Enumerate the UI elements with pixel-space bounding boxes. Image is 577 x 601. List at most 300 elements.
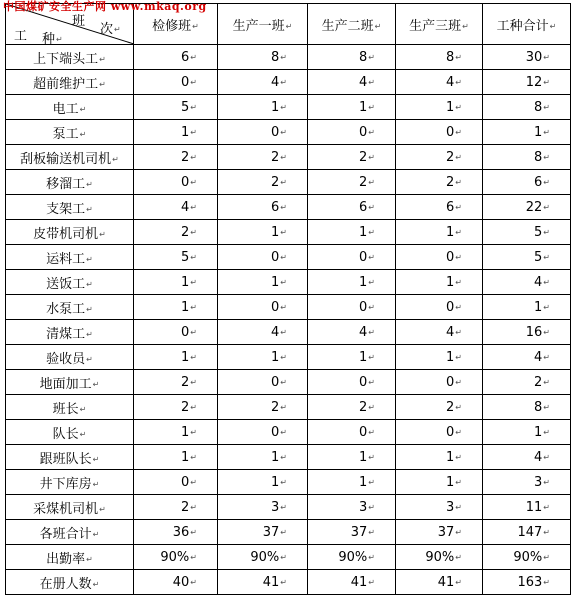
- value-cell: [308, 445, 396, 470]
- cell-value: 2 ↵: [534, 375, 550, 390]
- cell-value: 3 ↵: [359, 500, 375, 515]
- cell-value: 1 ↵: [359, 475, 375, 490]
- cell-value: 16 ↵: [526, 325, 550, 340]
- cell-value: 1 ↵: [534, 425, 550, 440]
- column-header: [483, 4, 571, 45]
- cell-value: 1 ↵: [271, 100, 287, 115]
- cell-value: 1 ↵: [181, 300, 197, 315]
- row-label-cell: [6, 70, 134, 95]
- cell-value: 3 ↵: [271, 500, 287, 515]
- value-cell: [483, 570, 571, 595]
- value-cell: [134, 445, 218, 470]
- cell-value: 5 ↵: [181, 100, 197, 115]
- value-cell: [134, 520, 218, 545]
- cell-value: 1 ↵: [271, 350, 287, 365]
- cell-value: 2 ↵: [181, 400, 197, 415]
- value-cell: [134, 570, 218, 595]
- cell-value: 1 ↵: [534, 125, 550, 140]
- value-cell: [218, 545, 308, 570]
- row-label-cell: [6, 295, 134, 320]
- value-cell: [218, 345, 308, 370]
- cell-value: 6 ↵: [271, 200, 287, 215]
- value-cell: [308, 545, 396, 570]
- value-cell: [218, 295, 308, 320]
- cell-value: 0 ↵: [181, 175, 197, 190]
- row-label-cell: [6, 170, 134, 195]
- cell-value: 8 ↵: [359, 50, 375, 65]
- value-cell: [134, 470, 218, 495]
- row-label-cell: [6, 120, 134, 145]
- row-label-cell: [6, 345, 134, 370]
- row-label-cell: [6, 195, 134, 220]
- table-row: [6, 570, 571, 595]
- value-cell: [218, 195, 308, 220]
- cell-value: 5 ↵: [181, 250, 197, 265]
- value-cell: [396, 570, 483, 595]
- value-cell: [483, 170, 571, 195]
- value-cell: [308, 320, 396, 345]
- value-cell: [483, 270, 571, 295]
- cell-value: 1 ↵: [446, 350, 462, 365]
- cell-value: 0 ↵: [446, 250, 462, 265]
- cell-value: 0 ↵: [359, 425, 375, 440]
- row-label-cell: [6, 95, 134, 120]
- value-cell: [134, 545, 218, 570]
- value-cell: [134, 45, 218, 70]
- value-cell: [396, 270, 483, 295]
- cell-value: 6 ↵: [181, 50, 197, 65]
- value-cell: [396, 370, 483, 395]
- row-label: 验收员 ↵: [46, 352, 93, 367]
- cell-value: 41 ↵: [438, 575, 462, 590]
- cell-value: 1 ↵: [359, 450, 375, 465]
- table-row: [6, 470, 571, 495]
- value-cell: [396, 395, 483, 420]
- table-row: [6, 370, 571, 395]
- value-cell: [308, 570, 396, 595]
- cell-value: 3 ↵: [534, 475, 550, 490]
- value-cell: [134, 245, 218, 270]
- value-cell: [218, 495, 308, 520]
- cell-value: 147 ↵: [517, 525, 550, 540]
- value-cell: [396, 445, 483, 470]
- row-label: 井下库房 ↵: [40, 477, 100, 492]
- row-label: 上下端头工 ↵: [33, 52, 106, 67]
- corner-label-ban: 班: [72, 14, 86, 29]
- cell-value: 22 ↵: [526, 200, 550, 215]
- cell-value: 12 ↵: [526, 75, 550, 90]
- value-cell: [396, 345, 483, 370]
- cell-value: 2 ↵: [181, 500, 197, 515]
- cell-value: 8 ↵: [534, 100, 550, 115]
- value-cell: [483, 520, 571, 545]
- cell-value: 1 ↵: [181, 425, 197, 440]
- value-cell: [483, 45, 571, 70]
- value-cell: [134, 70, 218, 95]
- table-row: [6, 145, 571, 170]
- row-label-cell: [6, 495, 134, 520]
- value-cell: [483, 245, 571, 270]
- cell-value: 90% ↵: [513, 550, 550, 565]
- value-cell: [396, 170, 483, 195]
- cell-value: 2 ↵: [359, 400, 375, 415]
- row-label-cell: [6, 270, 134, 295]
- value-cell: [218, 95, 308, 120]
- cell-value: 90% ↵: [338, 550, 375, 565]
- value-cell: [396, 520, 483, 545]
- table-row: [6, 120, 571, 145]
- column-header-text: 生产一班 ↵: [233, 19, 293, 34]
- column-header-text: 生产二班 ↵: [322, 19, 382, 34]
- cell-value: 6 ↵: [359, 200, 375, 215]
- row-label: 地面加工 ↵: [40, 377, 100, 392]
- cell-value: 0 ↵: [181, 75, 197, 90]
- cell-value: 0 ↵: [359, 250, 375, 265]
- cell-value: 1 ↵: [534, 300, 550, 315]
- value-cell: [218, 120, 308, 145]
- cell-value: 1 ↵: [181, 450, 197, 465]
- value-cell: [308, 195, 396, 220]
- value-cell: [218, 370, 308, 395]
- row-label-cell: [6, 220, 134, 245]
- value-cell: [483, 420, 571, 445]
- row-label: 清煤工 ↵: [46, 327, 93, 342]
- value-cell: [218, 395, 308, 420]
- cell-value: 0 ↵: [271, 375, 287, 390]
- cell-value: 1 ↵: [181, 275, 197, 290]
- cell-value: 4 ↵: [181, 200, 197, 215]
- staffing-table: [5, 3, 571, 595]
- value-cell: [218, 245, 308, 270]
- value-cell: [134, 145, 218, 170]
- value-cell: [218, 445, 308, 470]
- table-row: [6, 170, 571, 195]
- row-label: 送饭工 ↵: [46, 277, 93, 292]
- value-cell: [483, 320, 571, 345]
- row-label: 班长 ↵: [53, 402, 87, 417]
- column-header: [308, 4, 396, 45]
- row-label: 各班合计 ↵: [40, 527, 100, 542]
- cell-value: 2 ↵: [359, 175, 375, 190]
- cell-value: 1 ↵: [359, 100, 375, 115]
- value-cell: [308, 245, 396, 270]
- cell-value: 37 ↵: [351, 525, 375, 540]
- row-label-cell: [6, 520, 134, 545]
- value-cell: [483, 345, 571, 370]
- table-row: [6, 320, 571, 345]
- row-label-cell: [6, 420, 134, 445]
- value-cell: [134, 270, 218, 295]
- value-cell: [396, 70, 483, 95]
- value-cell: [396, 470, 483, 495]
- value-cell: [134, 420, 218, 445]
- row-label-cell: [6, 370, 134, 395]
- cell-value: 4 ↵: [271, 75, 287, 90]
- value-cell: [134, 395, 218, 420]
- value-cell: [396, 295, 483, 320]
- cell-value: 1 ↵: [446, 275, 462, 290]
- cell-value: 2 ↵: [446, 400, 462, 415]
- cell-value: 4 ↵: [534, 275, 550, 290]
- row-label: 在册人数 ↵: [40, 577, 100, 592]
- corner-label-ci: 次 ↵: [100, 18, 121, 37]
- cell-value: 0 ↵: [359, 375, 375, 390]
- cell-value: 4 ↵: [359, 75, 375, 90]
- cell-value: 2 ↵: [181, 375, 197, 390]
- cell-value: 0 ↵: [271, 300, 287, 315]
- table-row: [6, 345, 571, 370]
- cell-value: 6 ↵: [446, 200, 462, 215]
- value-cell: [308, 145, 396, 170]
- cell-value: 0 ↵: [446, 425, 462, 440]
- value-cell: [308, 45, 396, 70]
- value-cell: [308, 470, 396, 495]
- row-label: 超前维护工 ↵: [33, 77, 106, 92]
- row-label: 移溜工 ↵: [46, 177, 93, 192]
- cell-value: 1 ↵: [271, 475, 287, 490]
- value-cell: [308, 370, 396, 395]
- value-cell: [396, 545, 483, 570]
- value-cell: [483, 95, 571, 120]
- cell-value: 1 ↵: [446, 225, 462, 240]
- value-cell: [134, 345, 218, 370]
- row-label-cell: [6, 395, 134, 420]
- cell-value: 2 ↵: [271, 150, 287, 165]
- value-cell: [396, 245, 483, 270]
- row-label: 出勤率 ↵: [46, 552, 93, 567]
- value-cell: [396, 220, 483, 245]
- value-cell: [218, 70, 308, 95]
- cell-value: 30 ↵: [526, 50, 550, 65]
- cell-value: 1 ↵: [359, 275, 375, 290]
- cell-value: 163 ↵: [517, 575, 550, 590]
- value-cell: [308, 295, 396, 320]
- value-cell: [308, 70, 396, 95]
- cell-value: 0 ↵: [446, 125, 462, 140]
- value-cell: [308, 170, 396, 195]
- cell-value: 1 ↵: [271, 275, 287, 290]
- cell-value: 0 ↵: [181, 325, 197, 340]
- value-cell: [134, 95, 218, 120]
- value-cell: [483, 495, 571, 520]
- value-cell: [134, 320, 218, 345]
- row-label-cell: [6, 545, 134, 570]
- table-row: [6, 95, 571, 120]
- row-label: 队长 ↵: [53, 427, 87, 442]
- table-row: [6, 420, 571, 445]
- cell-value: 1 ↵: [446, 475, 462, 490]
- value-cell: [308, 120, 396, 145]
- value-cell: [396, 195, 483, 220]
- table-row: [6, 495, 571, 520]
- value-cell: [483, 395, 571, 420]
- cell-value: 3 ↵: [446, 500, 462, 515]
- value-cell: [308, 420, 396, 445]
- column-header-text: 生产三班 ↵: [409, 19, 469, 34]
- value-cell: [483, 370, 571, 395]
- cell-value: 1 ↵: [446, 100, 462, 115]
- cell-value: 40 ↵: [173, 575, 197, 590]
- value-cell: [483, 145, 571, 170]
- value-cell: [308, 520, 396, 545]
- value-cell: [396, 145, 483, 170]
- cell-value: 0 ↵: [359, 300, 375, 315]
- value-cell: [483, 295, 571, 320]
- cell-value: 5 ↵: [534, 250, 550, 265]
- corner-label-zhong: 种 ↵: [42, 28, 63, 47]
- value-cell: [134, 220, 218, 245]
- corner-label-gong: 工: [14, 29, 28, 44]
- value-cell: [483, 220, 571, 245]
- cell-value: 2 ↵: [446, 175, 462, 190]
- row-label-cell: [6, 320, 134, 345]
- row-label-cell: [6, 145, 134, 170]
- row-label-cell: [6, 445, 134, 470]
- table-row: [6, 520, 571, 545]
- value-cell: [218, 170, 308, 195]
- table-row: [6, 220, 571, 245]
- cell-value: 4 ↵: [534, 350, 550, 365]
- cell-value: 0 ↵: [359, 125, 375, 140]
- value-cell: [308, 220, 396, 245]
- cell-value: 90% ↵: [250, 550, 287, 565]
- table-row: [6, 245, 571, 270]
- row-label-cell: [6, 245, 134, 270]
- row-label: 皮带机司机 ↵: [33, 227, 106, 242]
- row-label-cell: [6, 470, 134, 495]
- cell-value: 1 ↵: [271, 225, 287, 240]
- value-cell: [483, 445, 571, 470]
- cell-value: 4 ↵: [271, 325, 287, 340]
- value-cell: [218, 270, 308, 295]
- row-label: 采煤机司机 ↵: [33, 502, 106, 517]
- cell-value: 0 ↵: [446, 375, 462, 390]
- value-cell: [396, 45, 483, 70]
- cell-value: 11 ↵: [526, 500, 550, 515]
- value-cell: [134, 170, 218, 195]
- cell-value: 2 ↵: [181, 150, 197, 165]
- value-cell: [483, 545, 571, 570]
- value-cell: [218, 520, 308, 545]
- cell-value: 2 ↵: [271, 400, 287, 415]
- value-cell: [396, 495, 483, 520]
- row-label-cell: [6, 570, 134, 595]
- value-cell: [134, 495, 218, 520]
- cell-value: 2 ↵: [271, 175, 287, 190]
- cell-value: 4 ↵: [359, 325, 375, 340]
- value-cell: [218, 45, 308, 70]
- cell-value: 8 ↵: [271, 50, 287, 65]
- cell-value: 37 ↵: [263, 525, 287, 540]
- table-row: [6, 270, 571, 295]
- value-cell: [308, 395, 396, 420]
- cell-value: 4 ↵: [446, 75, 462, 90]
- value-cell: [134, 370, 218, 395]
- value-cell: [483, 470, 571, 495]
- cell-value: 1 ↵: [271, 450, 287, 465]
- cell-value: 8 ↵: [446, 50, 462, 65]
- cell-value: 5 ↵: [534, 225, 550, 240]
- value-cell: [308, 495, 396, 520]
- table-row: [6, 395, 571, 420]
- cell-value: 1 ↵: [359, 350, 375, 365]
- cell-value: 90% ↵: [425, 550, 462, 565]
- value-cell: [396, 320, 483, 345]
- cell-value: 1 ↵: [446, 450, 462, 465]
- value-cell: [134, 120, 218, 145]
- table-body: [6, 45, 571, 595]
- cell-value: 6 ↵: [534, 175, 550, 190]
- value-cell: [308, 270, 396, 295]
- table-row: [6, 545, 571, 570]
- cell-value: 0 ↵: [271, 125, 287, 140]
- value-cell: [396, 420, 483, 445]
- cell-value: 0 ↵: [271, 250, 287, 265]
- column-header: [218, 4, 308, 45]
- value-cell: [483, 70, 571, 95]
- row-label: 跟班队长 ↵: [40, 452, 100, 467]
- value-cell: [218, 570, 308, 595]
- value-cell: [218, 470, 308, 495]
- value-cell: [308, 95, 396, 120]
- cell-value: 0 ↵: [181, 475, 197, 490]
- row-label: 水泵工 ↵: [46, 302, 93, 317]
- cell-value: 41 ↵: [351, 575, 375, 590]
- table-row: [6, 295, 571, 320]
- table-row: [6, 195, 571, 220]
- value-cell: [396, 95, 483, 120]
- row-label: 刮板输送机司机 ↵: [20, 152, 119, 167]
- cell-value: 4 ↵: [534, 450, 550, 465]
- cell-value: 90% ↵: [160, 550, 197, 565]
- value-cell: [483, 120, 571, 145]
- cell-value: 37 ↵: [438, 525, 462, 540]
- table-row: [6, 70, 571, 95]
- cell-value: 2 ↵: [446, 150, 462, 165]
- site-watermark: 中国煤矿安全生产网 www.mkaq.org: [3, 0, 207, 13]
- value-cell: [218, 145, 308, 170]
- cell-value: 2 ↵: [181, 225, 197, 240]
- cell-value: 41 ↵: [263, 575, 287, 590]
- value-cell: [134, 295, 218, 320]
- column-header: [396, 4, 483, 45]
- cell-value: 8 ↵: [534, 400, 550, 415]
- row-label: 泵工 ↵: [53, 127, 87, 142]
- row-label: 运料工 ↵: [46, 252, 93, 267]
- value-cell: [134, 195, 218, 220]
- value-cell: [218, 220, 308, 245]
- value-cell: [218, 320, 308, 345]
- cell-value: 0 ↵: [271, 425, 287, 440]
- value-cell: [396, 120, 483, 145]
- cell-value: 36 ↵: [173, 525, 197, 540]
- column-header-text: 工种合计 ↵: [497, 19, 557, 34]
- row-label: 支架工 ↵: [46, 202, 93, 217]
- value-cell: [308, 345, 396, 370]
- cell-value: 4 ↵: [446, 325, 462, 340]
- value-cell: [483, 195, 571, 220]
- column-header-text: 检修班 ↵: [152, 19, 199, 34]
- cell-value: 1 ↵: [181, 125, 197, 140]
- row-label-cell: [6, 45, 134, 70]
- cell-value: 0 ↵: [446, 300, 462, 315]
- table-row: [6, 445, 571, 470]
- cell-value: 1 ↵: [359, 225, 375, 240]
- cell-value: 2 ↵: [359, 150, 375, 165]
- row-label: 电工 ↵: [53, 102, 87, 117]
- value-cell: [218, 420, 308, 445]
- table-row: [6, 45, 571, 70]
